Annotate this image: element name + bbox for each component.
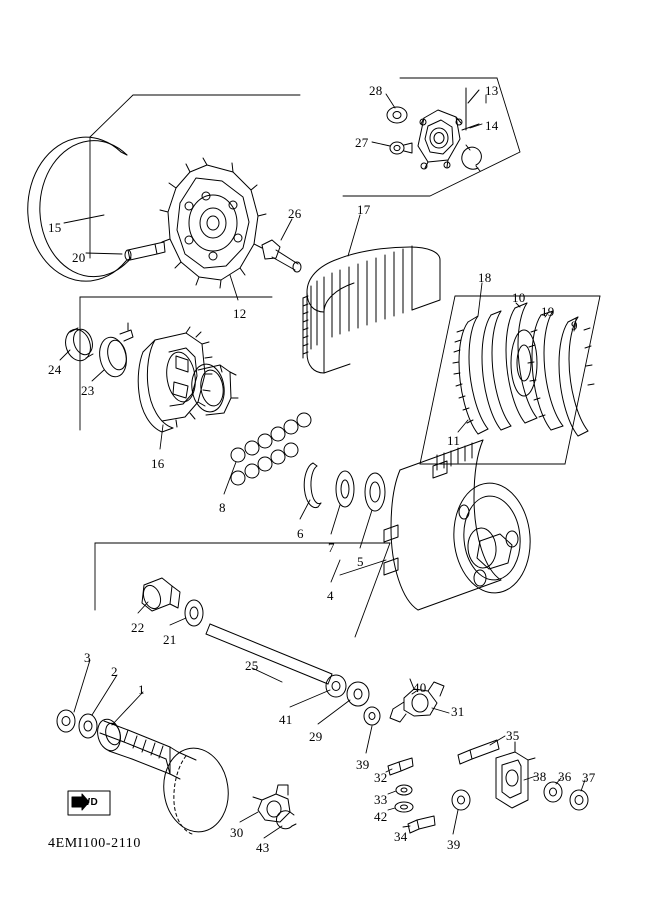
- callout-25: 25: [245, 658, 259, 673]
- callout-15: 15: [48, 220, 62, 235]
- part-2-washer: [79, 714, 97, 738]
- callout-14: 14: [485, 118, 499, 133]
- callout-18: 18: [478, 270, 492, 285]
- part-32-bolt: [388, 758, 413, 775]
- callout-1: 1: [138, 682, 145, 697]
- part-16-gear: [138, 327, 212, 432]
- part-21-washer: [185, 600, 203, 626]
- part-20-pin: [125, 242, 165, 260]
- part-27-bolt: [390, 142, 412, 154]
- callout-33: 33: [374, 792, 388, 807]
- part-29-washer: [347, 682, 369, 706]
- fwd-label: FWD: [74, 797, 99, 808]
- callout-21: 21: [163, 632, 177, 647]
- callout-26: 26: [288, 206, 302, 221]
- callout-35: 35: [506, 728, 520, 743]
- part-38-bracket: [496, 742, 535, 808]
- part-16-bush: [189, 362, 238, 415]
- callout-34: 34: [394, 829, 408, 844]
- callout-6: 6: [297, 526, 304, 541]
- callout-27: 27: [355, 135, 369, 150]
- callout-42: 42: [374, 809, 388, 824]
- part-1-bearing: [94, 717, 132, 759]
- part-17-friction-plates: [303, 246, 440, 373]
- panel-upper-left: [90, 95, 300, 258]
- callout-19: 19: [541, 304, 555, 319]
- part-30-lever: [253, 785, 290, 822]
- part-41-washer: [326, 675, 346, 697]
- callout-39: 39: [447, 837, 461, 852]
- callout-12: 12: [233, 306, 247, 321]
- callout-20: 20: [72, 250, 86, 265]
- part-main-shaft: [124, 730, 170, 774]
- part-7-washer: [336, 471, 354, 507]
- callout-16: 16: [151, 456, 165, 471]
- part-43-clip: [276, 811, 296, 829]
- callout-9: 9: [571, 318, 578, 333]
- callout-4: 4: [327, 588, 334, 603]
- part-8-balls: [231, 413, 311, 485]
- callout-28: 28: [369, 83, 383, 98]
- part-6-circlip: [304, 463, 321, 508]
- part-23-collar: [96, 323, 133, 379]
- part-12-pressure-plate: [160, 158, 266, 288]
- part-33-washer: [396, 785, 412, 795]
- part-22-collar: [140, 578, 180, 611]
- callout-37: 37: [582, 770, 596, 785]
- callout-41: 41: [279, 712, 293, 727]
- callout-29: 29: [309, 729, 323, 744]
- part-25-push-rod: [206, 624, 332, 684]
- part-36-washer: [544, 782, 562, 802]
- part-34-bolt: [408, 816, 435, 833]
- part-39-washer-upper: [364, 707, 380, 725]
- bracket-13-14: [462, 88, 479, 130]
- callout-10: 10: [512, 290, 526, 305]
- callout-43: 43: [256, 840, 270, 855]
- callout-38: 38: [533, 769, 547, 784]
- callout-13: 13: [485, 83, 499, 98]
- callout-11: 11: [447, 433, 461, 448]
- part-13-housing: [418, 110, 462, 169]
- part-24-bearing: [62, 326, 96, 364]
- callout-7: 7: [328, 540, 335, 555]
- part-26-pushrod: [262, 240, 301, 272]
- callout-23: 23: [81, 383, 95, 398]
- part-14-circlip: [462, 145, 482, 171]
- part-28-washer: [387, 107, 407, 123]
- part-5-washer: [365, 473, 385, 511]
- callout-32: 32: [374, 770, 388, 785]
- part-4-clutch-housing: [384, 440, 535, 610]
- callout-40: 40: [413, 680, 427, 695]
- callout-5: 5: [357, 554, 364, 569]
- part-3-washer: [57, 710, 75, 732]
- part-11-plates: [482, 311, 511, 430]
- part-code-label: 4EMI100-2110: [48, 836, 142, 851]
- part-37-nut: [570, 790, 588, 810]
- part-42-washer: [395, 802, 413, 812]
- callout-2: 2: [111, 664, 118, 679]
- callout-8: 8: [219, 500, 226, 515]
- callout-3: 3: [84, 650, 91, 665]
- callout-24: 24: [48, 362, 62, 377]
- callout-36: 36: [558, 769, 572, 784]
- leader-lines: [60, 94, 585, 838]
- callout-30: 30: [230, 825, 244, 840]
- callout-22: 22: [131, 620, 145, 635]
- callout-17: 17: [357, 202, 371, 217]
- callout-39: 39: [356, 757, 370, 772]
- part-9-outer-plate: [559, 317, 594, 436]
- part-39-washer-lower: [452, 790, 470, 810]
- callout-31: 31: [451, 704, 465, 719]
